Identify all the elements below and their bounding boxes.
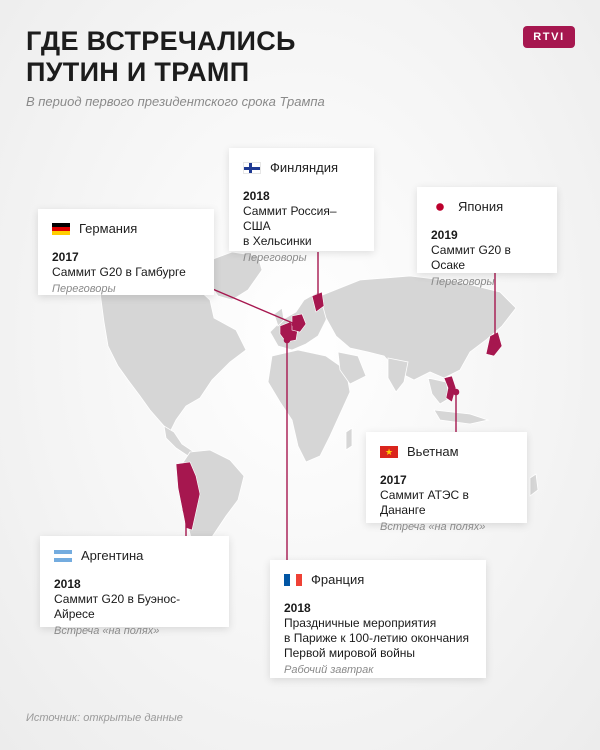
card-france	[270, 560, 486, 678]
meeting-kind: Переговоры	[243, 252, 307, 264]
meeting-event: Саммит G20 в Гамбурге	[52, 265, 186, 279]
finland-flag-icon	[243, 162, 261, 174]
title-line-1: ГДЕ ВСТРЕЧАЛИСЬ	[26, 26, 296, 56]
indonesia	[434, 410, 488, 424]
new-zealand	[530, 474, 538, 496]
subtitle: В период первого президентского срока Трампа	[26, 94, 325, 109]
card-argentina-header	[54, 548, 215, 563]
card-japan-header	[431, 199, 543, 214]
card-vietnam	[366, 432, 527, 533]
card-germany-header	[52, 221, 200, 236]
rtvi-logo: RTVI	[523, 26, 575, 48]
meeting-event-line-2: в Хельсинки	[243, 234, 312, 248]
card-germany	[38, 209, 214, 295]
meeting-kind: Встреча «на полях»	[380, 521, 486, 533]
card-finland-header	[243, 160, 360, 175]
country-name: Япония	[458, 199, 504, 214]
meeting-event: Саммит G20 в Буэнос-Айресе	[54, 592, 181, 621]
meeting-event-line-2: в Париже к 100-летию окончания	[284, 631, 469, 645]
meeting-event-line-3: Первой мировой войны	[284, 646, 416, 660]
vietnam-flag-icon: ★	[380, 446, 398, 458]
card-vietnam-header	[380, 444, 513, 459]
card-japan	[417, 187, 557, 288]
meeting-year: 2017	[380, 473, 407, 487]
country-name: Финляндия	[270, 160, 339, 175]
meeting-year: 2018	[243, 189, 270, 203]
card-finland	[229, 148, 374, 264]
africa	[268, 350, 350, 462]
meeting-year: 2018	[284, 601, 311, 615]
country-name: Вьетнам	[407, 444, 459, 459]
madagascar	[346, 428, 352, 450]
meeting-event-line-1: Праздничные мероприятия	[284, 616, 437, 630]
germany-flag-icon	[52, 223, 70, 235]
japan-flag-icon	[431, 201, 449, 213]
country-name: Франция	[311, 572, 365, 587]
meeting-event: Саммит АТЭС в Дананге	[380, 488, 469, 517]
meeting-year: 2018	[54, 577, 81, 591]
source-note: Источник: открытые данные	[26, 712, 183, 724]
meeting-event: Саммит G20 в Осаке	[431, 243, 511, 272]
meeting-kind: Переговоры	[431, 276, 495, 288]
card-france-header	[284, 572, 472, 587]
france-flag-icon	[284, 574, 302, 586]
argentina-flag-icon	[54, 550, 72, 562]
country-name: Аргентина	[81, 548, 144, 563]
meeting-year: 2017	[52, 250, 79, 264]
central-america	[164, 426, 194, 456]
meeting-kind: Встреча «на полях»	[54, 625, 160, 637]
meeting-kind: Рабочий завтрак	[284, 664, 374, 676]
card-argentina	[40, 536, 229, 637]
india	[388, 358, 408, 392]
meeting-year: 2019	[431, 228, 458, 242]
title-line-2: ПУТИН И ТРАМП	[26, 57, 250, 87]
country-name: Германия	[79, 221, 138, 236]
meeting-event-line-1: Саммит Россия–США	[243, 204, 337, 233]
north-america	[100, 276, 246, 432]
meeting-kind: Переговоры	[52, 283, 116, 295]
